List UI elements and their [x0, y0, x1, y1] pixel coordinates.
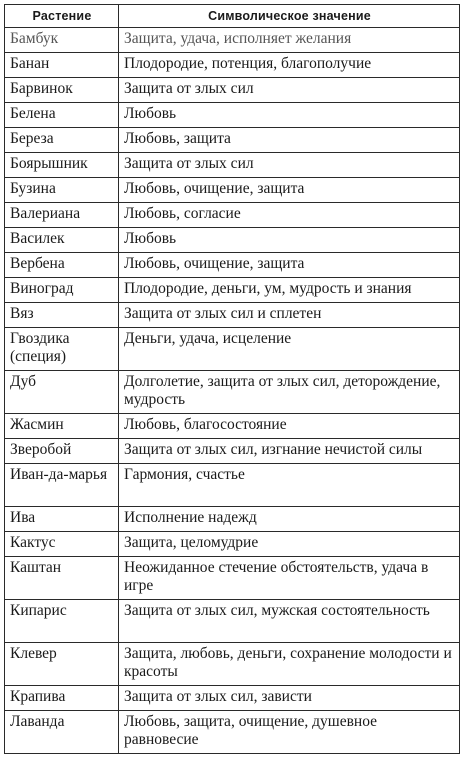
meaning-cell: Защита от злых сил и сплетен: [119, 303, 460, 328]
table-row: [5, 600, 460, 643]
plant-cell: Жасмин: [5, 414, 119, 439]
table-row: [5, 153, 460, 178]
table-row: [5, 228, 460, 253]
meaning-cell: Неожиданное стечение обстоятельств, удача в игре: [119, 557, 460, 600]
meaning-cell: Защита от злых сил, изгнание нечистой силы: [119, 439, 460, 464]
meaning-cell: Защита от злых сил, зависти: [119, 686, 460, 711]
plant-cell: Береза: [5, 128, 119, 153]
meaning-cell: Любовь: [119, 228, 460, 253]
plant-cell: Гвоздика (специя): [5, 328, 119, 371]
plant-cell: Белена: [5, 103, 119, 128]
plant-cell: Каштан: [5, 557, 119, 600]
plant-cell: Боярышник: [5, 153, 119, 178]
plant-cell: Крапива: [5, 686, 119, 711]
plant-cell: Ива: [5, 507, 119, 532]
table-row: [5, 507, 460, 532]
meaning-cell: Защита, удача, исполняет желания: [119, 28, 460, 53]
meaning-cell: Деньги, удача, исцеление: [119, 328, 460, 371]
meaning-cell: Любовь, защита, очищение, душевное равновесие: [119, 711, 460, 754]
plant-cell: Василек: [5, 228, 119, 253]
table-row: [5, 439, 460, 464]
plant-cell: Клевер: [5, 643, 119, 686]
column-header-plant: Растение: [5, 5, 119, 28]
plant-cell: Бузина: [5, 178, 119, 203]
meaning-cell: Защита, целомудрие: [119, 532, 460, 557]
meaning-cell: Защита, любовь, деньги, сохранение молодости и красоты: [119, 643, 460, 686]
plant-cell: Иван-да-марья: [5, 464, 119, 507]
column-header-meaning: Символическое значение: [119, 5, 460, 28]
table-row: [5, 103, 460, 128]
meaning-cell: Плодородие, деньги, ум, мудрость и знания: [119, 278, 460, 303]
plant-cell: Вяз: [5, 303, 119, 328]
table-row: [5, 686, 460, 711]
table-row: [5, 253, 460, 278]
table-row: [5, 78, 460, 103]
meaning-cell: Защита от злых сил: [119, 78, 460, 103]
table-row: [5, 711, 460, 754]
plant-cell: Кактус: [5, 532, 119, 557]
table-row: [5, 203, 460, 228]
plant-cell: Банан: [5, 53, 119, 78]
table-row: [5, 532, 460, 557]
table-row: [5, 128, 460, 153]
meaning-cell: Любовь, согласие: [119, 203, 460, 228]
plant-cell: Зверобой: [5, 439, 119, 464]
table-header-row: [5, 5, 460, 28]
meaning-cell: Исполнение надежд: [119, 507, 460, 532]
plant-cell: Лаванда: [5, 711, 119, 754]
meaning-cell: Защита от злых сил, мужская состоятельность: [119, 600, 460, 643]
meaning-cell: Любовь, защита: [119, 128, 460, 153]
table-row: [5, 557, 460, 600]
table-row: [5, 328, 460, 371]
table-row: [5, 371, 460, 414]
table-row: [5, 178, 460, 203]
table-row: [5, 414, 460, 439]
meaning-cell: Долголетие, защита от злых сил, деторождение, мудрость: [119, 371, 460, 414]
table-row: [5, 28, 460, 53]
plant-cell: Кипарис: [5, 600, 119, 643]
plant-cell: Барвинок: [5, 78, 119, 103]
meaning-cell: Любовь, благосостояние: [119, 414, 460, 439]
plant-cell: Дуб: [5, 371, 119, 414]
plant-cell: Вербена: [5, 253, 119, 278]
meaning-cell: Гармония, счастье: [119, 464, 460, 507]
table-row: [5, 643, 460, 686]
plant-cell: Валериана: [5, 203, 119, 228]
table-row: [5, 278, 460, 303]
meaning-cell: Защита от злых сил: [119, 153, 460, 178]
table-row: [5, 303, 460, 328]
plant-symbolism-table: [4, 4, 460, 754]
table-row: [5, 464, 460, 507]
meaning-cell: Любовь, очищение, защита: [119, 178, 460, 203]
plant-cell: Бамбук: [5, 28, 119, 53]
meaning-cell: Любовь: [119, 103, 460, 128]
meaning-cell: Любовь, очищение, защита: [119, 253, 460, 278]
table-row: [5, 53, 460, 78]
meaning-cell: Плодородие, потенция, благополучие: [119, 53, 460, 78]
plant-cell: Виноград: [5, 278, 119, 303]
